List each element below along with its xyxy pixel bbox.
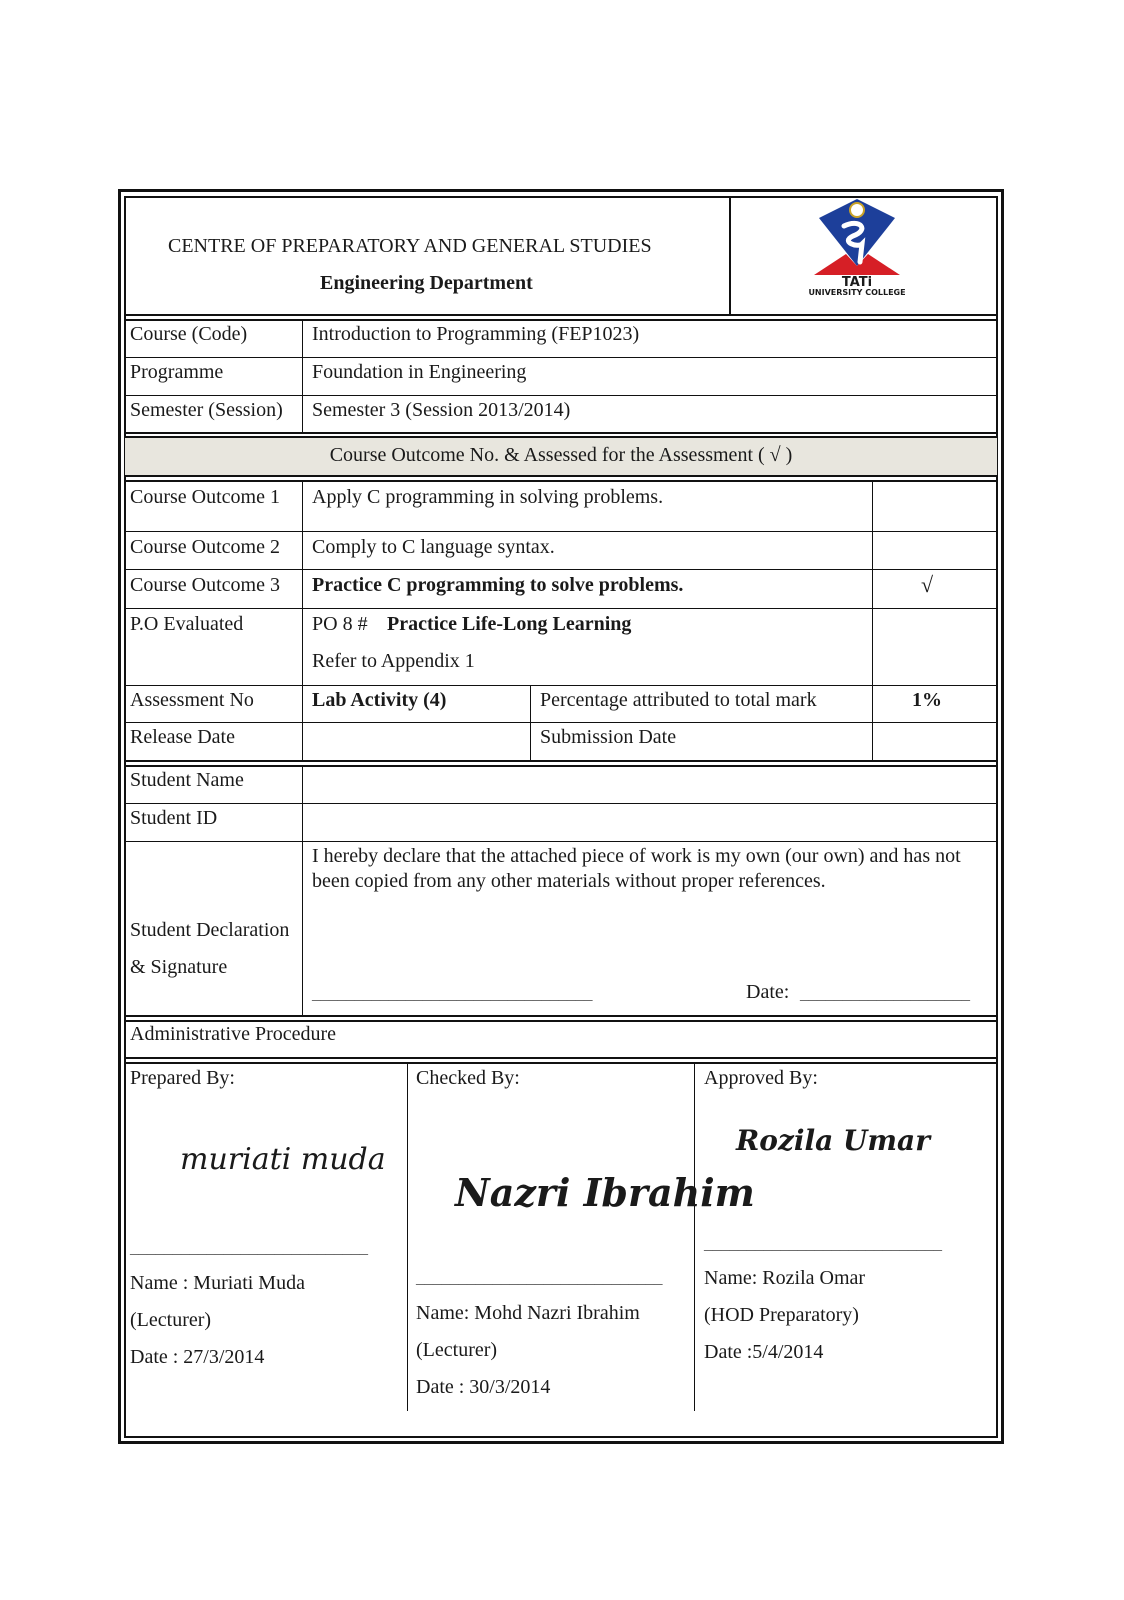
- declaration-label-line-2: & Signature: [130, 956, 228, 978]
- centre-title: CENTRE OF PREPARATORY AND GENERAL STUDIES: [168, 235, 652, 257]
- checked-name: Name: Mohd Nazri Ibrahim: [416, 1302, 640, 1324]
- approved-sign-line: ____________________________: [704, 1234, 942, 1253]
- approved-date: Date :5/4/2014: [704, 1341, 824, 1363]
- tati-logo: [806, 196, 908, 300]
- semester-label: Semester (Session): [130, 399, 283, 421]
- programme-label: Programme: [130, 361, 224, 383]
- programme-value: Foundation in Engineering: [312, 361, 527, 383]
- approved-heading: Approved By:: [704, 1067, 818, 1089]
- prepared-role: (Lecturer): [130, 1309, 212, 1331]
- po-reference: Refer to Appendix 1: [312, 650, 475, 672]
- prepared-heading: Prepared By:: [130, 1067, 235, 1089]
- po-code: PO 8 #: [312, 613, 368, 635]
- student-id-field[interactable]: [312, 806, 972, 830]
- submission-date-field[interactable]: [880, 725, 980, 749]
- checked-role: (Lecturer): [416, 1339, 498, 1361]
- outcome-1-label: Course Outcome 1: [130, 486, 280, 508]
- checked-heading: Checked By:: [416, 1067, 520, 1089]
- prepared-date: Date : 27/3/2014: [130, 1346, 265, 1368]
- outcome-2-text: Comply to C language syntax.: [312, 536, 555, 558]
- po-title: Practice Life-Long Learning: [387, 613, 632, 635]
- prepared-name: Name : Muriati Muda: [130, 1272, 305, 1294]
- outcome-2-label: Course Outcome 2: [130, 536, 280, 558]
- header-divider: [729, 196, 731, 315]
- signature-line[interactable]: _________________________________: [312, 984, 593, 1003]
- outcome-3-check: √: [920, 572, 934, 597]
- department-title: Engineering Department: [320, 272, 533, 294]
- approved-role: (HOD Preparatory): [704, 1304, 859, 1326]
- approved-signature: Rozila Umar: [736, 1124, 930, 1157]
- declaration-date-label: Date:: [746, 981, 790, 1003]
- assessment-no-label: Assessment No: [130, 689, 254, 711]
- semester-value: Semester 3 (Session 2013/2014): [312, 399, 571, 421]
- declaration-text-line-1: I hereby declare that the attached piece of work is my own (our own) and has not: [312, 845, 961, 867]
- admin-title: Administrative Procedure: [130, 1023, 337, 1045]
- checked-sign-line: _____________________________: [416, 1268, 663, 1287]
- logo-subtitle: UNIVERSITY COLLEGE: [808, 288, 906, 297]
- declaration-label-line-1: Student Declaration: [130, 919, 290, 941]
- course-code-label: Course (Code): [130, 323, 248, 345]
- logo-name: TATi: [841, 275, 873, 290]
- tati-logo-emblem: [806, 196, 908, 280]
- outcome-banner-text: Course Outcome No. & Assessed for the Assessment ( √ ): [329, 444, 793, 466]
- submission-date-label: Submission Date: [540, 726, 677, 748]
- approved-name: Name: Rozila Omar: [704, 1267, 866, 1289]
- percentage-label: Percentage attributed to total mark: [540, 689, 817, 711]
- release-date-label: Release Date: [130, 726, 235, 748]
- course-code-value: Introduction to Programming (FEP1023): [312, 323, 640, 345]
- assessment-no-value: Lab Activity (4): [312, 689, 447, 711]
- outcome-3-text: Practice C programming to solve problems.: [312, 574, 684, 596]
- percentage-value: 1%: [912, 689, 942, 711]
- prepared-sign-line: ____________________________: [130, 1238, 368, 1257]
- student-name-field[interactable]: [312, 768, 972, 792]
- po-label: P.O Evaluated: [130, 613, 244, 635]
- student-id-label: Student ID: [130, 807, 218, 829]
- prepared-signature: muriati muda: [180, 1142, 386, 1177]
- declaration-text-line-2: been copied from any other materials without proper references.: [312, 870, 826, 892]
- release-date-field[interactable]: [312, 725, 522, 749]
- checked-signature: Nazri Ibrahim: [455, 1170, 755, 1215]
- declaration-date-line[interactable]: ____________________: [800, 984, 970, 1003]
- logo-emblem-circle: [850, 203, 864, 217]
- checked-date: Date : 30/3/2014: [416, 1376, 551, 1398]
- outcome-1-text: Apply C programming in solving problems.: [312, 486, 664, 508]
- outcome-3-label: Course Outcome 3: [130, 574, 280, 596]
- student-name-label: Student Name: [130, 769, 244, 791]
